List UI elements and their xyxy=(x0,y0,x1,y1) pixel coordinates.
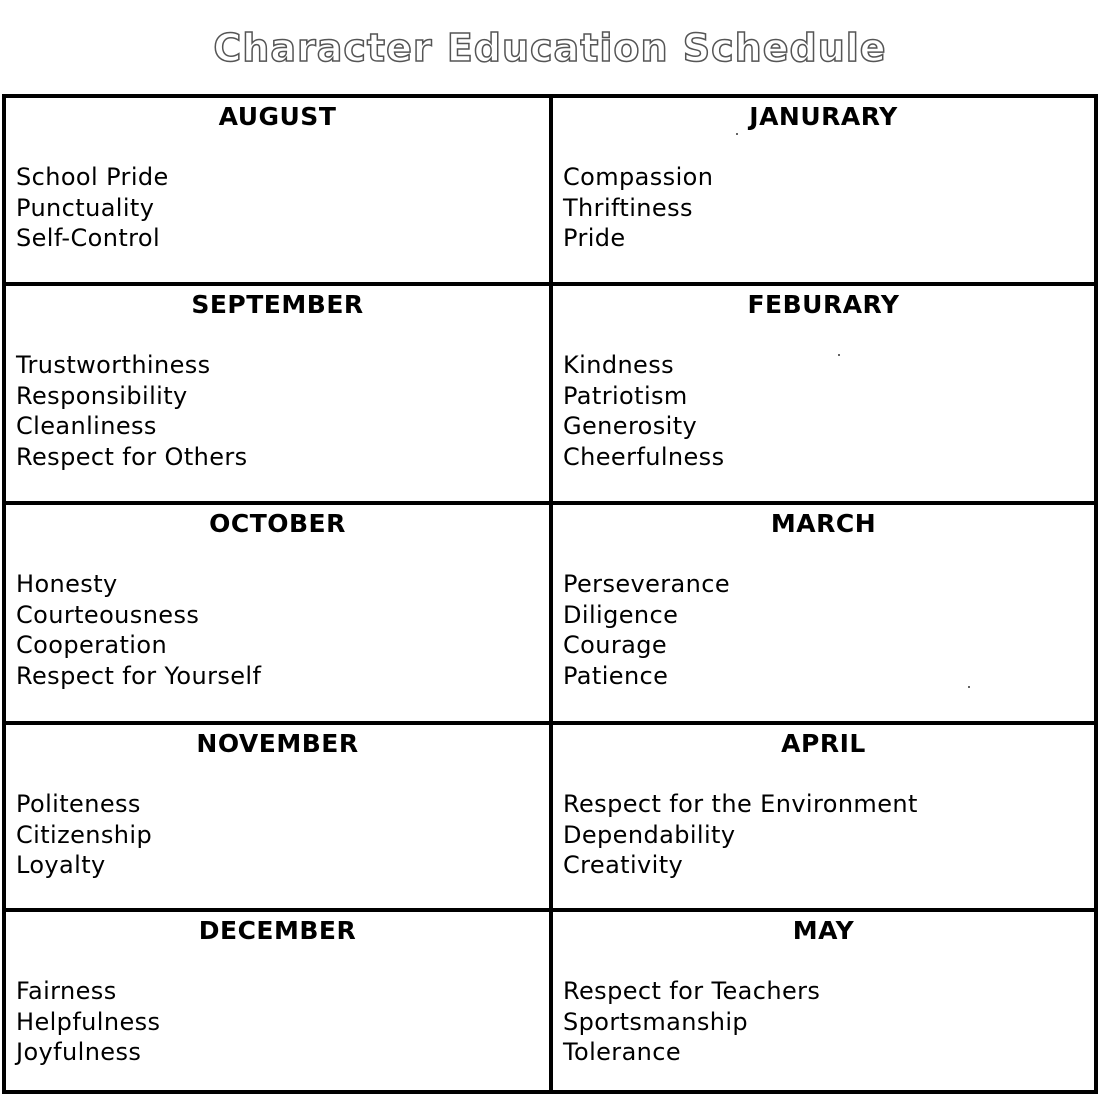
scan-speck xyxy=(736,133,738,135)
trait-item: Perseverance xyxy=(563,570,731,598)
month-cell-october xyxy=(6,505,553,725)
trait-item: Creativity xyxy=(563,851,684,879)
trait-item: Patience xyxy=(563,661,669,690)
month-heading: AUGUST xyxy=(218,102,337,131)
trait-list xyxy=(563,789,918,881)
trait-item: Thriftiness xyxy=(563,193,693,222)
month-cell-march xyxy=(553,505,1094,725)
trait-item: Cleanliness xyxy=(16,412,157,440)
month-cell-february xyxy=(553,286,1094,505)
trait-item: Respect for Teachers xyxy=(563,977,821,1005)
trait-item: Fairness xyxy=(16,977,117,1005)
month-heading: FEBURARY xyxy=(747,290,900,319)
month-heading: DECEMBER xyxy=(198,916,357,945)
scan-speck xyxy=(968,686,970,688)
trait-item: Citizenship xyxy=(16,820,153,849)
trait-item: Kindness xyxy=(563,351,675,379)
month-heading: MARCH xyxy=(770,509,877,538)
month-cell-may xyxy=(553,912,1094,1090)
trait-list xyxy=(563,162,713,254)
trait-list xyxy=(563,350,724,472)
trait-item: Diligence xyxy=(563,600,679,629)
trait-item: Respect for Yourself xyxy=(16,661,262,690)
trait-list xyxy=(16,789,152,881)
trait-item: Courteousness xyxy=(16,600,200,629)
trait-list xyxy=(563,976,820,1068)
trait-item: Sportsmanship xyxy=(563,1007,749,1036)
month-heading: SEPTEMBER xyxy=(191,290,364,319)
month-heading: JANURARY xyxy=(749,102,898,131)
trait-list xyxy=(16,350,248,472)
trait-list xyxy=(16,569,261,691)
month-cell-september xyxy=(6,286,553,505)
trait-item: Respect for Others xyxy=(16,442,248,471)
trait-item: Compassion xyxy=(563,163,714,191)
trait-list xyxy=(16,162,169,254)
trait-item: Self-Control xyxy=(16,224,161,252)
month-heading: MAY xyxy=(792,916,855,945)
trait-item: Respect for the Environment xyxy=(563,790,918,818)
month-heading: OCTOBER xyxy=(209,509,346,538)
month-cell-april xyxy=(553,725,1094,912)
trait-item: Courage xyxy=(563,631,668,659)
trait-item: Joyfulness xyxy=(16,1038,142,1066)
trait-item: Generosity xyxy=(563,412,698,440)
month-cell-january xyxy=(553,98,1094,286)
trait-list xyxy=(563,569,730,691)
trait-item: Loyalty xyxy=(16,851,106,879)
trait-item: Honesty xyxy=(16,570,118,598)
trait-item: Trustworthiness xyxy=(16,351,211,379)
trait-item: School Pride xyxy=(16,163,169,191)
trait-item: Dependability xyxy=(563,820,736,849)
month-heading: APRIL xyxy=(781,729,866,758)
trait-item: Responsibility xyxy=(16,381,188,410)
trait-item: Patriotism xyxy=(563,381,688,410)
trait-item: Cheerfulness xyxy=(563,442,725,471)
document-title: Character Education Schedule xyxy=(213,26,887,71)
scan-speck xyxy=(838,354,840,356)
trait-item: Cooperation xyxy=(16,631,168,659)
month-heading: NOVEMBER xyxy=(196,729,359,758)
trait-item: Tolerance xyxy=(563,1038,682,1066)
trait-list xyxy=(16,976,160,1068)
month-cell-november xyxy=(6,725,553,912)
trait-item: Helpfulness xyxy=(16,1007,161,1036)
month-cell-august xyxy=(6,98,553,286)
month-cell-december xyxy=(6,912,553,1090)
trait-item: Punctuality xyxy=(16,193,155,222)
trait-item: Politeness xyxy=(16,790,141,818)
trait-item: Pride xyxy=(563,224,626,252)
schedule-table xyxy=(2,94,1098,1094)
